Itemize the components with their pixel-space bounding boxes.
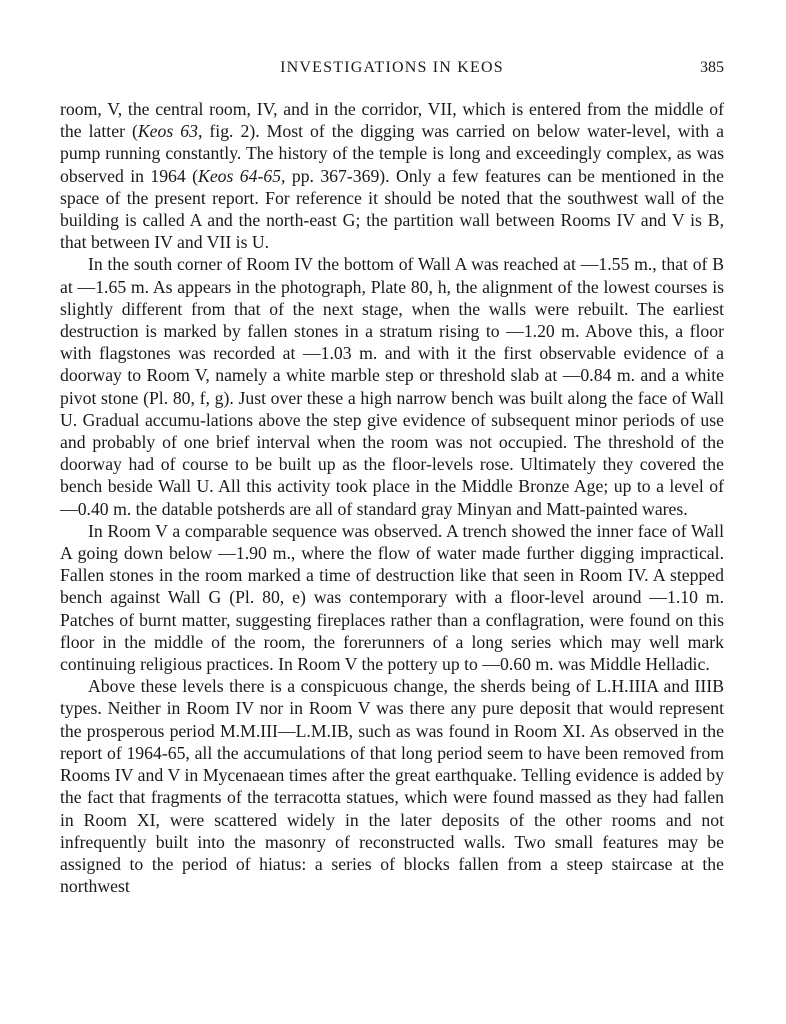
paragraph-text: room, V, the central room, IV, and in the corridor, VII, which is entered from the middle of the latter ( [60, 99, 724, 142]
running-header [60, 56, 724, 84]
paragraph [60, 520, 724, 675]
document-page [60, 56, 724, 897]
paragraph-text: , fig. 2). Most of the digging was carried on below water-level, with a pump running constantly. The history of the temple is long and exceedingly complex, as was observed in 1964 ( [60, 121, 725, 186]
paragraph [60, 253, 724, 519]
paragraph-text: , pp. 367-369). Only a few features can be mentioned in the space of the present report. For reference it should be noted that the southwest wall of the building is called A and the north-east G; the partition wall between Rooms IV and V is B, that between IV and VII is U. [60, 165, 725, 253]
paragraph-text: In the south corner of Room IV the bottom of Wall A was reached at —1.55 m., that of B at —1.65 m. As appears in the photograph, Plate 80, h, the alignment of the lowest courses is slightly different from that of the next stage, when the walls were rebuilt. The earliest destruction is marked by fallen stones in a stratum rising to —1.20 m. Above this, a floor with flagstones was recorded at —1.03 m. and with it the first observable evidence of a doorway to Room V, namely a white marble step or threshold slab at —0.84 m. and a white pivot stone (Pl. 80, f, g). Just over these a high narrow bench was built along the face of Wall U. Gradual accumu-lations above the step give evidence of subsequent minor periods of use and probably of one brief interval when the room was not occupied. The threshold of the doorway had of course to be built up as the floor-levels rose. Ultimately they covered the bench beside Wall U. All this activity took place in the Middle Bronze Age; up to a level of —0.40 m. the datable potsherds are all of standard gray Minyan and Matt-painted wares. [60, 254, 724, 519]
paragraph-text: Above these levels there is a conspicuous change, the sherds being of L.H.IIIA and IIIB types. Neither in Room IV nor in Room V was there any pure deposit that would represent the prosperous period M.M.III—L.M.IB, such as was found in Room XI. As observed in the report of 1964-65, all the accumulations of that long period seem to have been removed from Rooms IV and V in Mycenaean times after the great earthquake. Telling evidence is added by the fact that fragments of the terracotta statues, which were found massed as they had fallen in Room XI, were scattered widely in the later deposits of the other rooms and not infrequently built into the masonry of reconstructed walls. Two small features may be assigned to the period of hiatus: a series of blocks fallen from a steep staircase at the northwest [60, 676, 724, 897]
body-text [60, 98, 724, 897]
paragraph [60, 98, 724, 253]
citation-italic: Keos 63 [137, 121, 198, 142]
paragraph-text: In Room V a comparable sequence was observed. A trench showed the inner face of Wall A going down below —1.90 m., where the flow of water made further digging impractical. Fallen stones in the room marked a time of destruction like that seen in Room IV. A stepped bench against Wall G (Pl. 80, e) was contemporary with a floor-level around —1.10 m. Patches of burnt matter, suggesting fireplaces rather than a conflagration, were found on this floor in the middle of the room, the forerunners of a long series which may well mark continuing religious practices. In Room V the pottery up to —0.60 m. was Middle Helladic. [60, 520, 724, 675]
page-number: 385 [700, 59, 724, 76]
paragraph [60, 675, 724, 897]
running-title: INVESTIGATIONS IN KEOS [280, 59, 504, 76]
citation-italic: Keos 64-65 [198, 165, 282, 186]
